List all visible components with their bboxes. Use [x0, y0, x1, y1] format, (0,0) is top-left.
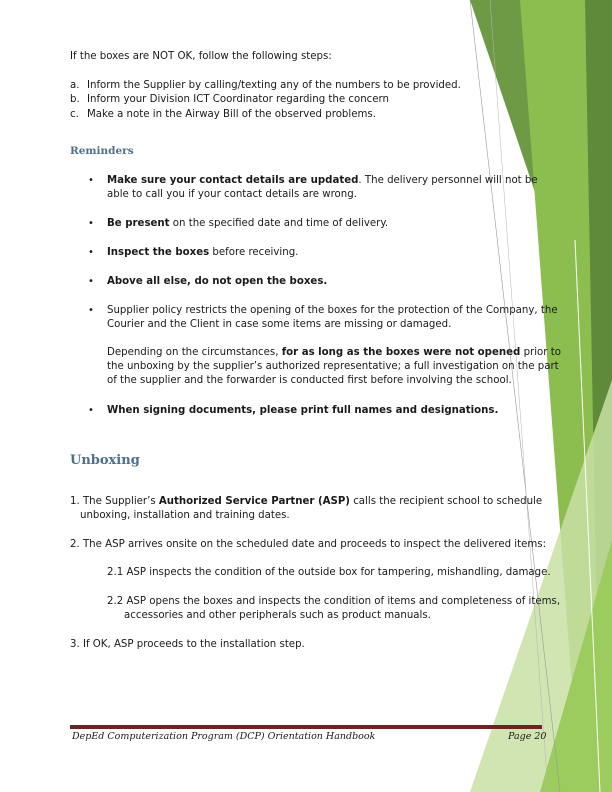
- unboxing-step-3: 3. If OK, ASP proceeds to the installation step.: [70, 639, 305, 650]
- step-b-marker: b.: [70, 94, 80, 105]
- bullet: •: [88, 276, 94, 287]
- step-c-text: Make a note in the Airway Bill of the observed problems.: [87, 109, 376, 120]
- reminder-1-rest: . The delivery personnel will not be: [358, 175, 538, 186]
- reminder-4: Above all else, do not open the boxes.: [107, 276, 328, 287]
- reminder-1-line-1: [107, 174, 538, 188]
- reminder-para-b: prior to: [520, 347, 561, 358]
- reminder-para-a: Depending on the circumstances,: [107, 347, 282, 358]
- bullet: •: [88, 405, 94, 416]
- intro-lead: If the boxes are NOT OK, follow the following steps:: [70, 51, 332, 62]
- footer-rule: [70, 725, 542, 729]
- reminder-para-line-3: of the supplier and the forwarder is conducted first before involving the school.: [107, 375, 512, 386]
- unboxing-heading: Unboxing: [70, 453, 140, 468]
- reminder-3-rest: before receiving.: [209, 247, 299, 258]
- reminder-2-rest: on the specified date and time of delivery.: [169, 218, 389, 229]
- bullet: •: [88, 218, 94, 229]
- unboxing-step-2-2-line-1: 2.2 ASP opens the boxes and inspects the condition of items and completeness of items,: [107, 596, 561, 607]
- footer-title: DepEd Computerization Program (DCP) Orientation Handbook: [72, 731, 376, 742]
- reminder-3-bold: Inspect the boxes: [107, 247, 210, 258]
- page-number: Page 20: [508, 731, 547, 742]
- reminder-3: [107, 246, 298, 260]
- unboxing-step-1-line-2: unboxing, installation and training dates.: [80, 510, 290, 521]
- bullet: •: [88, 247, 94, 258]
- bullet: •: [88, 305, 94, 316]
- reminder-para-bold: for as long as the boxes were not opened: [281, 347, 521, 358]
- reminder-5-line-2: Courier and the Client in case some items are missing or damaged.: [107, 319, 452, 330]
- step-c-marker: c.: [70, 109, 79, 120]
- reminder-5-line-1: Supplier policy restricts the opening of the boxes for the protection of the Company, the: [107, 305, 558, 316]
- step-a-text: Inform the Supplier by calling/texting any of the numbers to be provided.: [87, 80, 461, 91]
- reminders-heading: Reminders: [70, 145, 134, 157]
- unboxing-step-1-bold: Authorized Service Partner (ASP): [158, 496, 350, 507]
- reminder-1-line-2: able to call you if your contact details are wrong.: [107, 189, 357, 200]
- unboxing-step-2-1: 2.1 ASP inspects the condition of the outside box for tampering, mishandling, damage.: [107, 567, 551, 578]
- unboxing-step-2: 2. The ASP arrives onsite on the scheduled date and proceeds to inspect the delivered items:: [70, 539, 547, 550]
- unboxing-step-1-b: calls the recipient school to schedule: [349, 496, 543, 507]
- reminder-2-bold: Be present: [107, 218, 170, 229]
- reminder-1-bold: Make sure your contact details are updated: [107, 175, 359, 186]
- unboxing-step-2-2-line-2: accessories and other peripherals such as product manuals.: [124, 610, 431, 621]
- bullet: •: [88, 175, 94, 186]
- step-b-text: Inform your Division ICT Coordinator regarding the concern: [87, 94, 390, 105]
- reminder-6: When signing documents, please print full names and designations.: [107, 405, 499, 416]
- reminder-para-line-2: the unboxing by the supplier’s authorized representative; a full investigation on the part: [107, 361, 559, 372]
- reminder-2: [107, 217, 388, 231]
- unboxing-step-1-a: 1. The Supplier’s: [70, 496, 159, 507]
- reminder-para-line-1: [107, 346, 561, 360]
- step-a-marker: a.: [70, 80, 80, 91]
- unboxing-step-1-line-1: [70, 495, 542, 509]
